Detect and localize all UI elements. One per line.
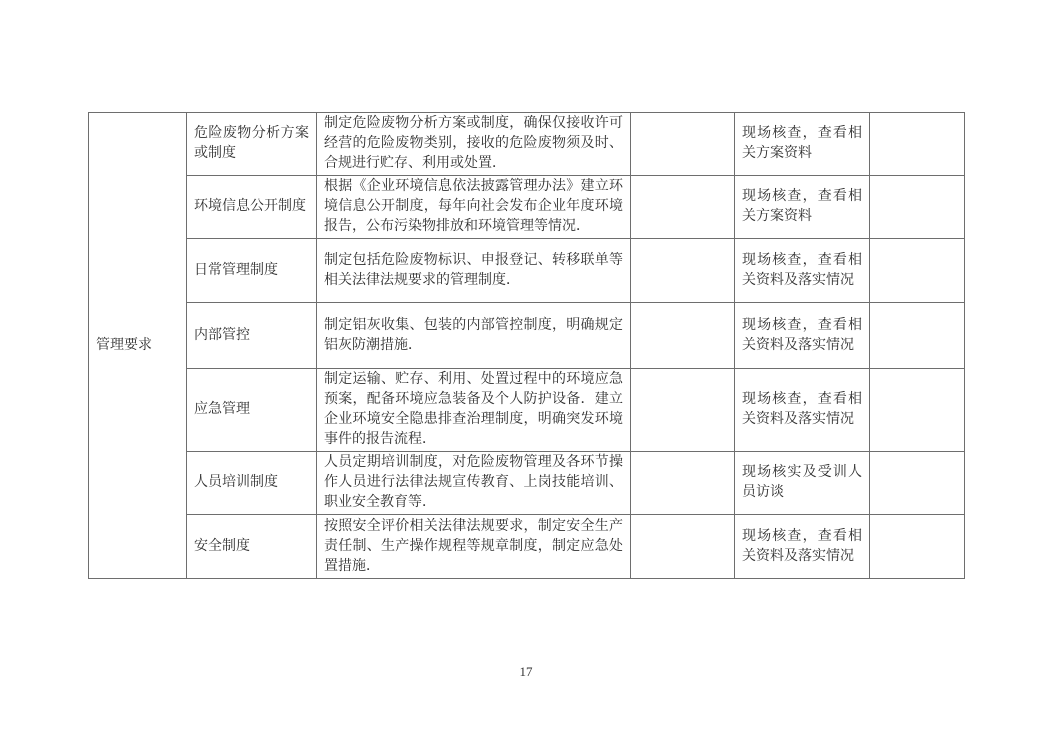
blank-cell	[631, 239, 735, 303]
description-cell: 制定铝灰收集、包装的内部管控制度，明确规定铝灰防潮措施．	[317, 303, 631, 369]
description-cell: 制定包括危险废物标识、申报登记、转移联单等相关法律法规要求的管理制度．	[317, 239, 631, 303]
table-row	[89, 113, 965, 176]
category-cell: 管理要求	[89, 113, 187, 579]
inspection-method-cell: 现场核查，查看相关资料及落实情况	[735, 369, 870, 452]
item-cell: 安全制度	[187, 515, 317, 579]
inspection-method-cell: 现场核查，查看相关资料及落实情况	[735, 515, 870, 579]
description-cell: 制定危险废物分析方案或制度，确保仅接收许可经营的危险废物类别，接收的危险废物须及时、合规进行贮存、利用或处置．	[317, 113, 631, 176]
item-cell: 日常管理制度	[187, 239, 317, 303]
page-number: 17	[519, 664, 533, 679]
table-row	[89, 369, 965, 452]
table-row	[89, 303, 965, 369]
inspection-method-cell: 现场核查，查看相关方案资料	[735, 176, 870, 239]
result-cell	[870, 113, 965, 176]
item-cell: 人员培训制度	[187, 452, 317, 515]
table-row	[89, 239, 965, 303]
item-cell: 环境信息公开制度	[187, 176, 317, 239]
result-cell	[870, 303, 965, 369]
blank-cell	[631, 303, 735, 369]
table-row	[89, 515, 965, 579]
item-cell: 危险废物分析方案或制度	[187, 113, 317, 176]
inspection-method-cell: 现场核查，查看相关方案资料	[735, 113, 870, 176]
result-cell	[870, 176, 965, 239]
blank-cell	[631, 113, 735, 176]
inspection-method-cell: 现场核实及受训人员访谈	[735, 452, 870, 515]
result-cell	[870, 452, 965, 515]
description-cell: 人员定期培训制度，对危险废物管理及各环节操作人员进行法律法规宣传教育、上岗技能培训、职业安全教育等．	[317, 452, 631, 515]
result-cell	[870, 369, 965, 452]
result-cell	[870, 239, 965, 303]
blank-cell	[631, 515, 735, 579]
table-row	[89, 176, 965, 239]
result-cell	[870, 515, 965, 579]
description-cell: 根据《企业环境信息依法披露管理办法》建立环境信息公开制度，每年向社会发布企业年度环境报告，公布污染物排放和环境管理等情况．	[317, 176, 631, 239]
blank-cell	[631, 176, 735, 239]
blank-cell	[631, 369, 735, 452]
description-cell: 按照安全评价相关法律法规要求，制定安全生产责任制、生产操作规程等规章制度，制定应急处置措施．	[317, 515, 631, 579]
table-row	[89, 452, 965, 515]
management-requirements-table	[88, 112, 965, 579]
item-cell: 应急管理	[187, 369, 317, 452]
description-cell: 制定运输、贮存、利用、处置过程中的环境应急预案，配备环境应急装备及个人防护设备．建立企业环境安全隐患排查治理制度，明确突发环境事件的报告流程．	[317, 369, 631, 452]
inspection-method-cell: 现场核查，查看相关资料及落实情况	[735, 239, 870, 303]
blank-cell	[631, 452, 735, 515]
inspection-method-cell: 现场核查，查看相关资料及落实情况	[735, 303, 870, 369]
item-cell: 内部管控	[187, 303, 317, 369]
